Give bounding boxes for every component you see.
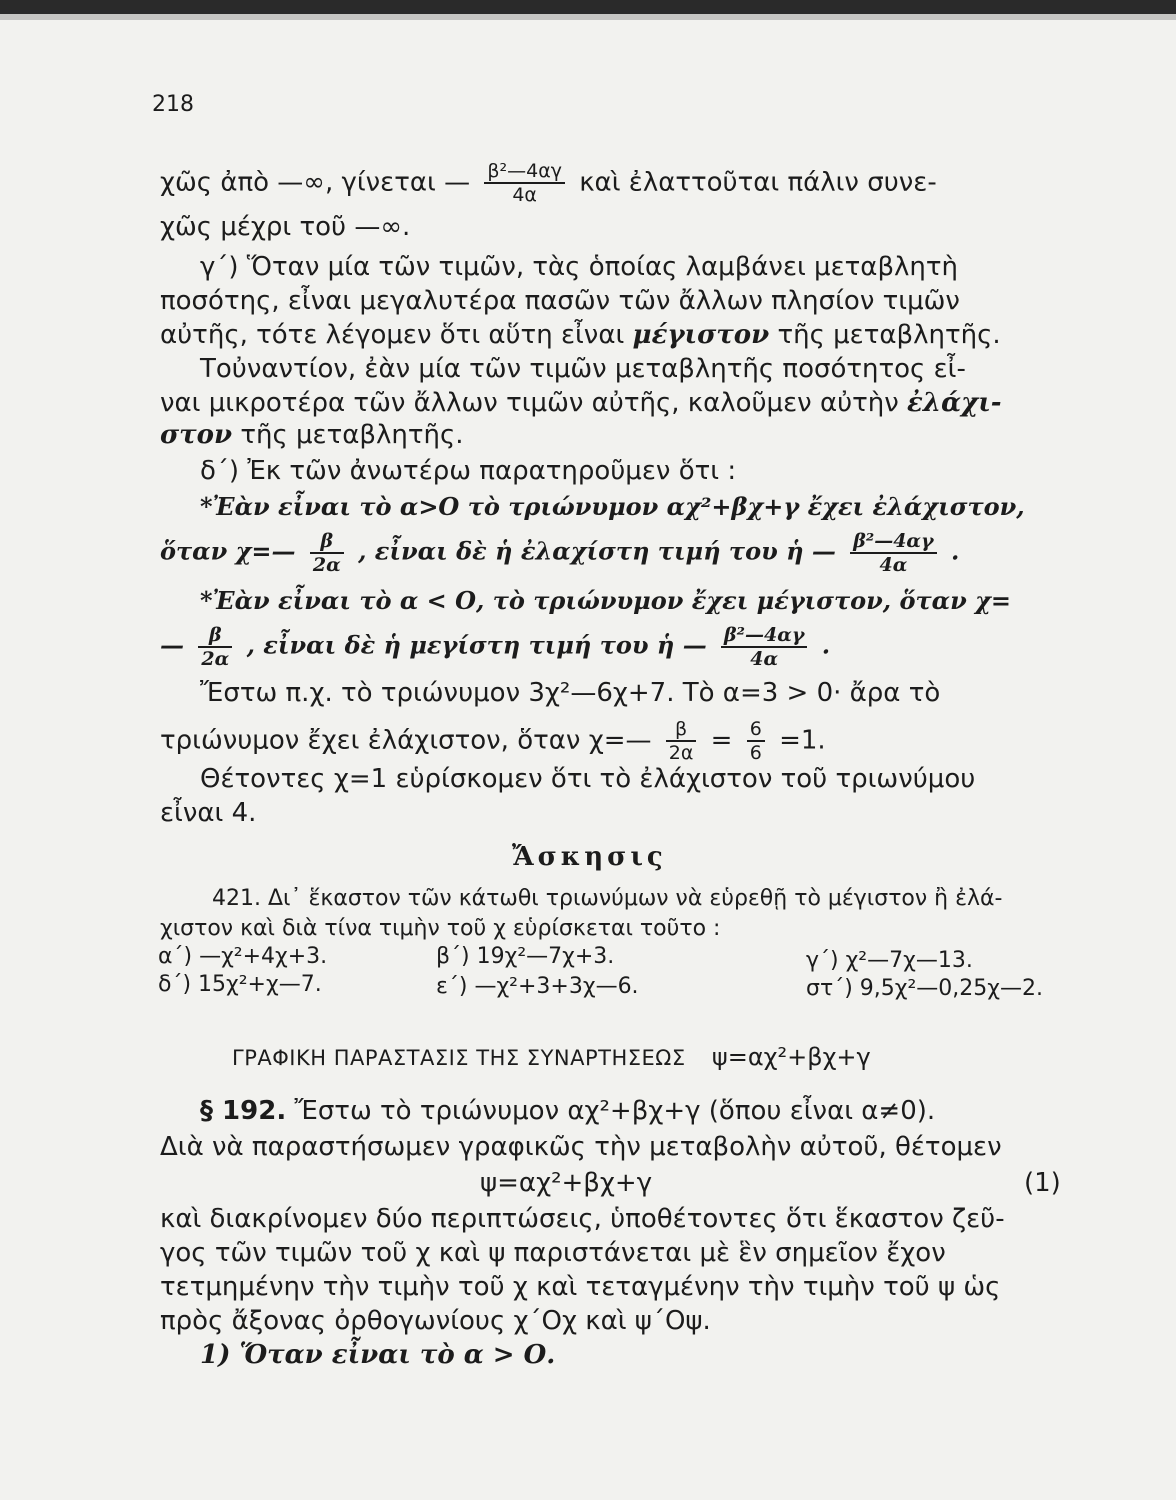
p1-text-a: χῶς ἀπὸ —∞, γίνεται — [160, 167, 471, 198]
term-maximum: μέγιστον [632, 320, 770, 350]
exercise-item: α΄) —χ²+4χ+3. [158, 944, 328, 969]
section-equation: ψ=αχ²+βχ+γ [480, 1168, 653, 1198]
fraction-denominator: 2α [201, 648, 230, 670]
term-minimum-end: στον [160, 420, 233, 450]
p3-line1: Τοὐναντίον, ἐὰν μία τῶν τιμῶν μεταβλητῆς ποσότητος εἶ- [200, 354, 966, 384]
fraction-numerator: β²—4αγ [484, 160, 565, 184]
fraction-numerator: β²—4αγ [721, 624, 807, 648]
fraction-denominator: 4α [750, 648, 779, 670]
example-equals: = [710, 725, 733, 756]
exercise-intro-line2: χιστον καὶ διὰ τίνα τιμὴν τοῦ χ εὑρίσκεται τοῦτο : [160, 916, 721, 941]
rule1-line2 [160, 530, 959, 576]
section-line3: καὶ διακρίνομεν δύο περιπτώσεις, ὑποθέτοντες ὅτι ἕκαστον ζεῦ- [160, 1204, 1005, 1234]
p3-line2-text: ναι μικροτέρα τῶν ἄλλων τιμῶν αὐτῆς, καλοῦμεν αὐτὴν [160, 388, 899, 418]
p3-line3-text: τῆς μεταβλητῆς. [240, 420, 464, 450]
rule1-text-c: . [950, 536, 960, 566]
fraction-numerator: β²—4αγ [850, 530, 936, 554]
graph-title: ΓΡΑΦΙΚΗ ΠΑΡΑΣΤΑΣΙΣ ΤΗΣ ΣΥΝΑΡΤΗΣΕΩΣ [232, 1046, 686, 1070]
p1-line1 [160, 160, 937, 206]
example-text-c: =1. [779, 725, 826, 756]
exercise-item: ε΄) —χ²+3+3χ—6. [436, 974, 639, 999]
term-minimum: ἐλάχι- [907, 388, 1002, 418]
p3-line2 [160, 386, 1002, 420]
fraction-denominator: 2α [312, 554, 341, 576]
section-line1 [200, 1094, 935, 1128]
section-line2: Διὰ νὰ παραστήσωμεν γραφικῶς τὴν μεταβολὴν αὐτοῦ, θέτομεν [160, 1132, 1002, 1162]
fraction-numerator: β [666, 718, 697, 742]
rule2-text-c: . [821, 630, 831, 660]
fraction-denominator: 4α [512, 184, 537, 206]
equation-number: (1) [1024, 1168, 1061, 1198]
section-line4: γος τῶν τιμῶν τοῦ χ καὶ ψ παριστάνεται μὲ ἓν σημεῖον ἔχον [160, 1238, 946, 1268]
rule1-text-b: , εἶναι δὲ ἡ ἐλαχίστη τιμή του ἡ — [358, 536, 836, 566]
page-number: 218 [152, 92, 194, 117]
fraction-numerator: β [310, 530, 344, 554]
fraction-numerator: β [198, 624, 232, 648]
exercise-item: γ΄) χ²—7χ—13. [806, 948, 973, 973]
exercise-intro-line1: 421. Δι᾽ ἕκαστον τῶν κάτωθι τριωνύμων νὰ εὑρεθῇ τὸ μέγιστον ἢ ἐλά- [212, 886, 1003, 911]
fraction-denominator: 2α [668, 742, 694, 764]
example-line1: Ἔστω π.χ. τὸ τριώνυμον 3χ²—6χ+7. Τὸ α=3 > 0· ἄρα τὸ [200, 678, 941, 708]
section-line1-text: Ἔστω τὸ τριώνυμον αχ²+βχ+γ (ὅπου εἶναι α≠0). [294, 1096, 936, 1126]
fraction-vertex [198, 624, 232, 670]
fraction-extremum [721, 624, 807, 670]
p2-line2: ποσότης, εἶναι μεγαλυτέρα πασῶν τῶν ἄλλων πλησίον τιμῶν [160, 286, 960, 316]
exercise-item: β΄) 19χ²—7χ+3. [436, 944, 615, 969]
graph-title-line [232, 1040, 871, 1075]
rule2-line1: *Ἐὰν εἶναι τὸ α < Ο, τὸ τριώνυμον ἔχει μέγιστον, ὅταν χ= [200, 586, 1012, 615]
case1-heading: 1) Ὅταν εἶναι τὸ α > Ο. [200, 1340, 556, 1370]
section-number: § 192. [200, 1096, 287, 1126]
exercise-item: δ΄) 15χ²+χ—7. [158, 972, 322, 997]
p2-line3 [160, 318, 1001, 352]
fraction-numerator: 6 [747, 718, 765, 742]
p1-line2: χῶς μέχρι τοῦ —∞. [160, 212, 411, 242]
p2-line3-end: τῆς μεταβλητῆς. [777, 320, 1001, 350]
rule1-line1: *Ἐὰν εἶναι τὸ α>Ο τὸ τριώνυμον αχ²+βχ+γ ἔχει ἐλάχιστον, [200, 492, 1025, 521]
example-line3: Θέτοντες χ=1 εὑρίσκομεν ὅτι τὸ ἐλάχιστον τοῦ τριωνύμου [200, 764, 976, 794]
fraction-value [747, 718, 765, 764]
fraction-extremum [850, 530, 936, 576]
p1-text-b: καὶ ἐλαττοῦται πάλιν συνε- [579, 167, 937, 198]
rule2-line2 [160, 624, 830, 670]
fraction-denominator: 4α [879, 554, 908, 576]
rule2-text-a: — [160, 630, 184, 660]
p2-line3-text: αὐτῆς, τότε λέγομεν ὅτι αὕτη εἶναι [160, 320, 625, 350]
p4-line1: δ΄) Ἐκ τῶν ἀνωτέρω παρατηροῦμεν ὅτι : [200, 456, 737, 486]
section-line6: πρὸς ἄξονας ὀρθογωνίους χ΄Οχ καὶ ψ΄Οψ. [160, 1306, 711, 1336]
fraction-discriminant [484, 160, 565, 206]
example-text-a: τριώνυμον ἔχει ἐλάχιστον, ὅταν χ=— [160, 725, 652, 756]
p2-line1: γ΄) Ὅταν μία τῶν τιμῶν, τὰς ὁποίας λαμβάνει μεταβλητὴ [200, 252, 959, 282]
rule1-text-a: ὅταν χ=— [160, 536, 296, 566]
fraction-denominator: 6 [749, 742, 762, 764]
example-line2 [160, 718, 826, 764]
example-line4: εἶναι 4. [160, 798, 257, 828]
p3-line3 [160, 418, 463, 452]
exercise-item: στ΄) 9,5χ²—0,25χ—2. [806, 976, 1043, 1001]
exercises-heading: Ἄσκησις [512, 842, 667, 872]
fraction-vertex [310, 530, 344, 576]
graph-formula: ψ=αχ²+βχ+γ [711, 1043, 871, 1071]
rule2-text-b: , εἶναι δὲ ἡ μεγίστη τιμή του ἡ — [246, 630, 707, 660]
fraction-vertex [666, 718, 697, 764]
section-line5: τετμημένην τὴν τιμὴν τοῦ χ καὶ τεταγμένην τὴν τιμὴν τοῦ ψ ὡς [160, 1272, 1001, 1302]
